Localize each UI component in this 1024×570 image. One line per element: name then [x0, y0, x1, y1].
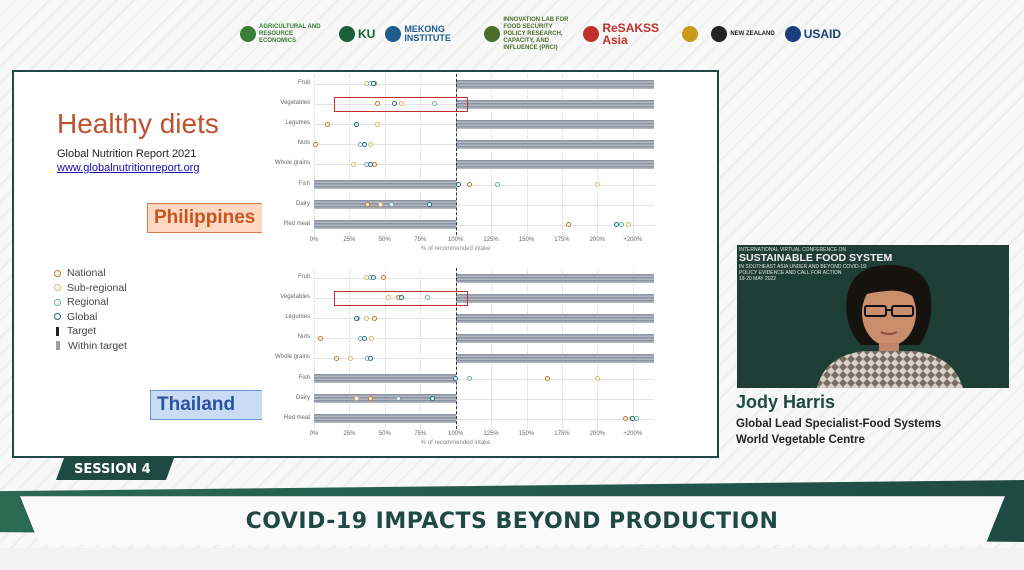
- category-label: Fruit: [298, 80, 310, 86]
- x-tick-label: 25%: [343, 236, 356, 243]
- grid-line: [597, 74, 598, 235]
- grid-line: [491, 74, 492, 235]
- data-marker-global: [362, 336, 367, 341]
- x-tick-label: 125%: [483, 430, 499, 437]
- report-link[interactable]: www.globalnutritionreport.org: [57, 162, 200, 174]
- slide-subtitle: Global Nutrition Report 2021: [57, 148, 197, 160]
- within-target-band: [456, 334, 654, 343]
- data-marker-national: [325, 122, 330, 127]
- grid-line: [597, 268, 598, 429]
- data-marker-sub-regional: [354, 396, 359, 401]
- chart-philippines: [262, 74, 662, 260]
- grid-line: [491, 268, 492, 429]
- data-marker-sub-regional: [351, 162, 356, 167]
- chart-legend: [54, 266, 127, 353]
- x-tick-label: 100%: [447, 430, 464, 437]
- x-axis-title: % of recommended intake: [420, 245, 491, 252]
- within-target-band: [314, 220, 456, 229]
- mekong-institute-logo: [385, 25, 474, 43]
- grid-line: [633, 74, 634, 235]
- bottom-strip: [0, 548, 1024, 570]
- ku-logo: [339, 26, 375, 42]
- category-label: Legumes: [285, 314, 310, 321]
- data-marker-global: [371, 275, 376, 280]
- category-label: Dairy: [295, 394, 310, 401]
- resakss-asia-logo-text: ReSAKSS Asia: [602, 21, 660, 47]
- category-label: Whole grains: [274, 160, 310, 167]
- category-label: Red meat: [283, 220, 310, 227]
- legend-label: National: [67, 267, 106, 280]
- x-tick-label: 200%: [589, 430, 606, 437]
- category-label: Whole grains: [274, 354, 310, 361]
- data-marker-national: [566, 222, 571, 227]
- legend-label: Regional: [67, 296, 109, 309]
- legend-item: [54, 281, 127, 296]
- legend-label: Target: [67, 325, 97, 338]
- data-marker-global: [614, 222, 619, 227]
- grid-line: [633, 268, 634, 429]
- data-marker-global: [368, 356, 373, 361]
- conference-subtitle: IN SOUTHEAST ASIA UNDER AND BEYOND COVID-19:: [739, 264, 868, 270]
- mekong-institute-logo-text: MEKONG INSTITUTE: [404, 24, 451, 43]
- grid-line: [562, 268, 563, 429]
- legend-band-icon: [56, 341, 60, 350]
- data-marker-sub-regional: [595, 182, 600, 187]
- data-marker-sub-regional: [375, 122, 380, 127]
- grid-line: [314, 74, 315, 235]
- x-tick-label: 75%: [414, 430, 427, 437]
- x-tick-label: 50%: [378, 236, 391, 243]
- session-label: SESSION 4: [74, 462, 151, 477]
- data-marker-national: [467, 182, 472, 187]
- conference-title: SUSTAINABLE FOOD SYSTEM: [739, 252, 893, 264]
- data-marker-sub-regional: [626, 222, 631, 227]
- category-label: Nuts: [297, 334, 310, 341]
- new-zealand-aid-logo-text: NEW ZEALAND: [730, 30, 775, 37]
- category-label: Red meat: [283, 414, 310, 421]
- agricultural-resource-economics-logo-text: AGRICULTURAL AND RESOURCE ECONOMICS: [259, 23, 321, 44]
- university-seal-logo-mark: [682, 26, 698, 42]
- new-zealand-aid-logo: [711, 26, 774, 42]
- slide-title: Healthy diets: [57, 108, 219, 139]
- new-zealand-aid-logo-mark: [711, 26, 727, 42]
- data-marker-regional: [467, 376, 472, 381]
- food-security-lab-logo-text: INNOVATION LAB FOR FOOD SECURITY POLICY RESEARCH, CAPACITY, AND INFLUENCE (PRCI): [503, 16, 569, 51]
- legend-label: Sub-regional: [67, 281, 127, 294]
- category-label: Dairy: [295, 200, 310, 207]
- data-marker-global: [368, 162, 373, 167]
- x-tick-label: 0%: [309, 236, 319, 243]
- legend-item: [54, 295, 127, 310]
- x-axis-title: % of recommended intake: [420, 439, 491, 446]
- x-tick-label: 175%: [554, 236, 570, 243]
- data-marker-national: [372, 316, 377, 321]
- within-target-band: [456, 354, 654, 363]
- speaker-avatar: [807, 259, 977, 388]
- ku-logo-text: KU: [358, 27, 376, 41]
- speaker-organization: World Vegetable Centre: [736, 434, 865, 446]
- category-label: Fruit: [298, 274, 310, 280]
- conference-dates: 18-20 MAY 2022: [739, 276, 777, 282]
- resakss-asia-logo: [583, 22, 672, 46]
- speaker-name: Jody Harris: [736, 392, 836, 412]
- grid-line: [562, 74, 563, 235]
- within-target-band: [314, 180, 456, 189]
- legend-item: [54, 324, 127, 339]
- data-marker-sub-regional: [378, 202, 383, 207]
- presentation-slide: [12, 70, 719, 458]
- conference-tagline: POLICY EVIDENCE AND CALL FOR ACTION: [739, 270, 842, 276]
- mekong-institute-logo-mark: [385, 26, 401, 42]
- chart-thailand: [262, 268, 662, 448]
- sponsor-logo-strip: [240, 14, 841, 54]
- within-target-band: [456, 160, 654, 169]
- legend-dot-icon: [54, 270, 61, 277]
- food-security-lab-logo: [484, 17, 573, 52]
- data-marker-national: [372, 162, 377, 167]
- country-label-thailand: Thailand: [150, 390, 278, 420]
- speaker-role: [736, 416, 941, 448]
- x-tick-label: 25%: [343, 430, 356, 437]
- highlight-box: [334, 291, 468, 306]
- usaid-logo: [785, 26, 841, 42]
- data-marker-sub-regional: [364, 316, 369, 321]
- legend-item: [54, 266, 127, 281]
- legend-item: [54, 339, 127, 354]
- data-marker-regional: [634, 416, 639, 421]
- grid-line: [314, 268, 315, 429]
- data-marker-national: [334, 356, 339, 361]
- data-marker-global: [362, 142, 367, 147]
- category-label: Legumes: [285, 120, 310, 127]
- within-target-band: [456, 120, 654, 129]
- speaker-title: Global Lead Specialist-Food Systems: [736, 418, 942, 430]
- data-marker-sub-regional: [369, 336, 374, 341]
- data-marker-global: [354, 122, 359, 127]
- x-tick-label: 175%: [554, 430, 570, 437]
- data-marker-national: [318, 336, 323, 341]
- x-tick-label: 50%: [378, 430, 391, 437]
- usaid-logo-text: USAID: [803, 27, 842, 41]
- x-tick-label: 200%: [589, 236, 606, 243]
- data-marker-national: [368, 396, 373, 401]
- data-marker-regional: [619, 222, 624, 227]
- legend-dot-icon: [54, 313, 61, 320]
- x-tick-label: 150%: [518, 430, 535, 437]
- legend-label: Within target: [68, 339, 127, 352]
- within-target-band: [456, 294, 654, 303]
- within-target-band: [456, 140, 654, 149]
- category-label: Fish: [298, 374, 310, 381]
- within-target-band: [314, 200, 456, 209]
- agricultural-resource-economics-logo-mark: [240, 26, 256, 42]
- country-label-philippines: Philippines: [147, 203, 279, 233]
- usaid-logo-mark: [785, 26, 801, 42]
- data-marker-global: [456, 182, 461, 187]
- within-target-band: [314, 374, 456, 383]
- data-marker-regional: [495, 182, 500, 187]
- data-marker-global: [453, 376, 458, 381]
- data-marker-sub-regional: [368, 142, 373, 147]
- within-target-band: [314, 414, 456, 423]
- ku-logo-mark: [339, 26, 355, 42]
- x-tick-label: 125%: [483, 236, 499, 243]
- conference-intro: INTERNATIONAL VIRTUAL CONFERENCE ON: [739, 247, 846, 253]
- resakss-asia-logo-mark: [583, 26, 599, 42]
- highlight-box: [334, 97, 468, 112]
- food-security-lab-logo-mark: [484, 26, 500, 42]
- x-tick-label: 150%: [518, 236, 535, 243]
- speaker-video: [737, 245, 1009, 388]
- data-marker-national: [313, 142, 318, 147]
- data-marker-sub-regional: [595, 376, 600, 381]
- agricultural-resource-economics-logo: [240, 24, 329, 45]
- grid-line: [527, 268, 528, 429]
- x-tick-label: +200%: [623, 430, 643, 437]
- grid-line: [527, 74, 528, 235]
- university-seal-logo: [682, 26, 701, 42]
- data-marker-national: [545, 376, 550, 381]
- within-target-band: [456, 314, 654, 323]
- legend-dot-icon: [54, 284, 61, 291]
- data-marker-national: [365, 202, 370, 207]
- within-target-band: [456, 100, 654, 109]
- category-label: Vegetables: [280, 100, 310, 107]
- legend-target-icon: [56, 327, 59, 336]
- legend-label: Global: [67, 310, 98, 323]
- x-tick-label: +200%: [623, 236, 643, 243]
- within-target-band: [456, 80, 654, 89]
- data-marker-global: [354, 316, 359, 321]
- within-target-band: [456, 274, 654, 283]
- x-tick-label: 0%: [309, 430, 319, 437]
- legend-item: [54, 310, 127, 325]
- data-marker-sub-regional: [348, 356, 353, 361]
- category-label: Vegetables: [280, 294, 310, 301]
- category-label: Nuts: [297, 140, 310, 147]
- x-tick-label: 75%: [414, 236, 427, 243]
- x-tick-label: 100%: [447, 236, 464, 243]
- session-title: COVID-19 IMPACTS BEYOND PRODUCTION: [245, 509, 779, 534]
- category-label: Fish: [298, 180, 310, 187]
- legend-dot-icon: [54, 299, 61, 306]
- data-marker-national: [623, 416, 628, 421]
